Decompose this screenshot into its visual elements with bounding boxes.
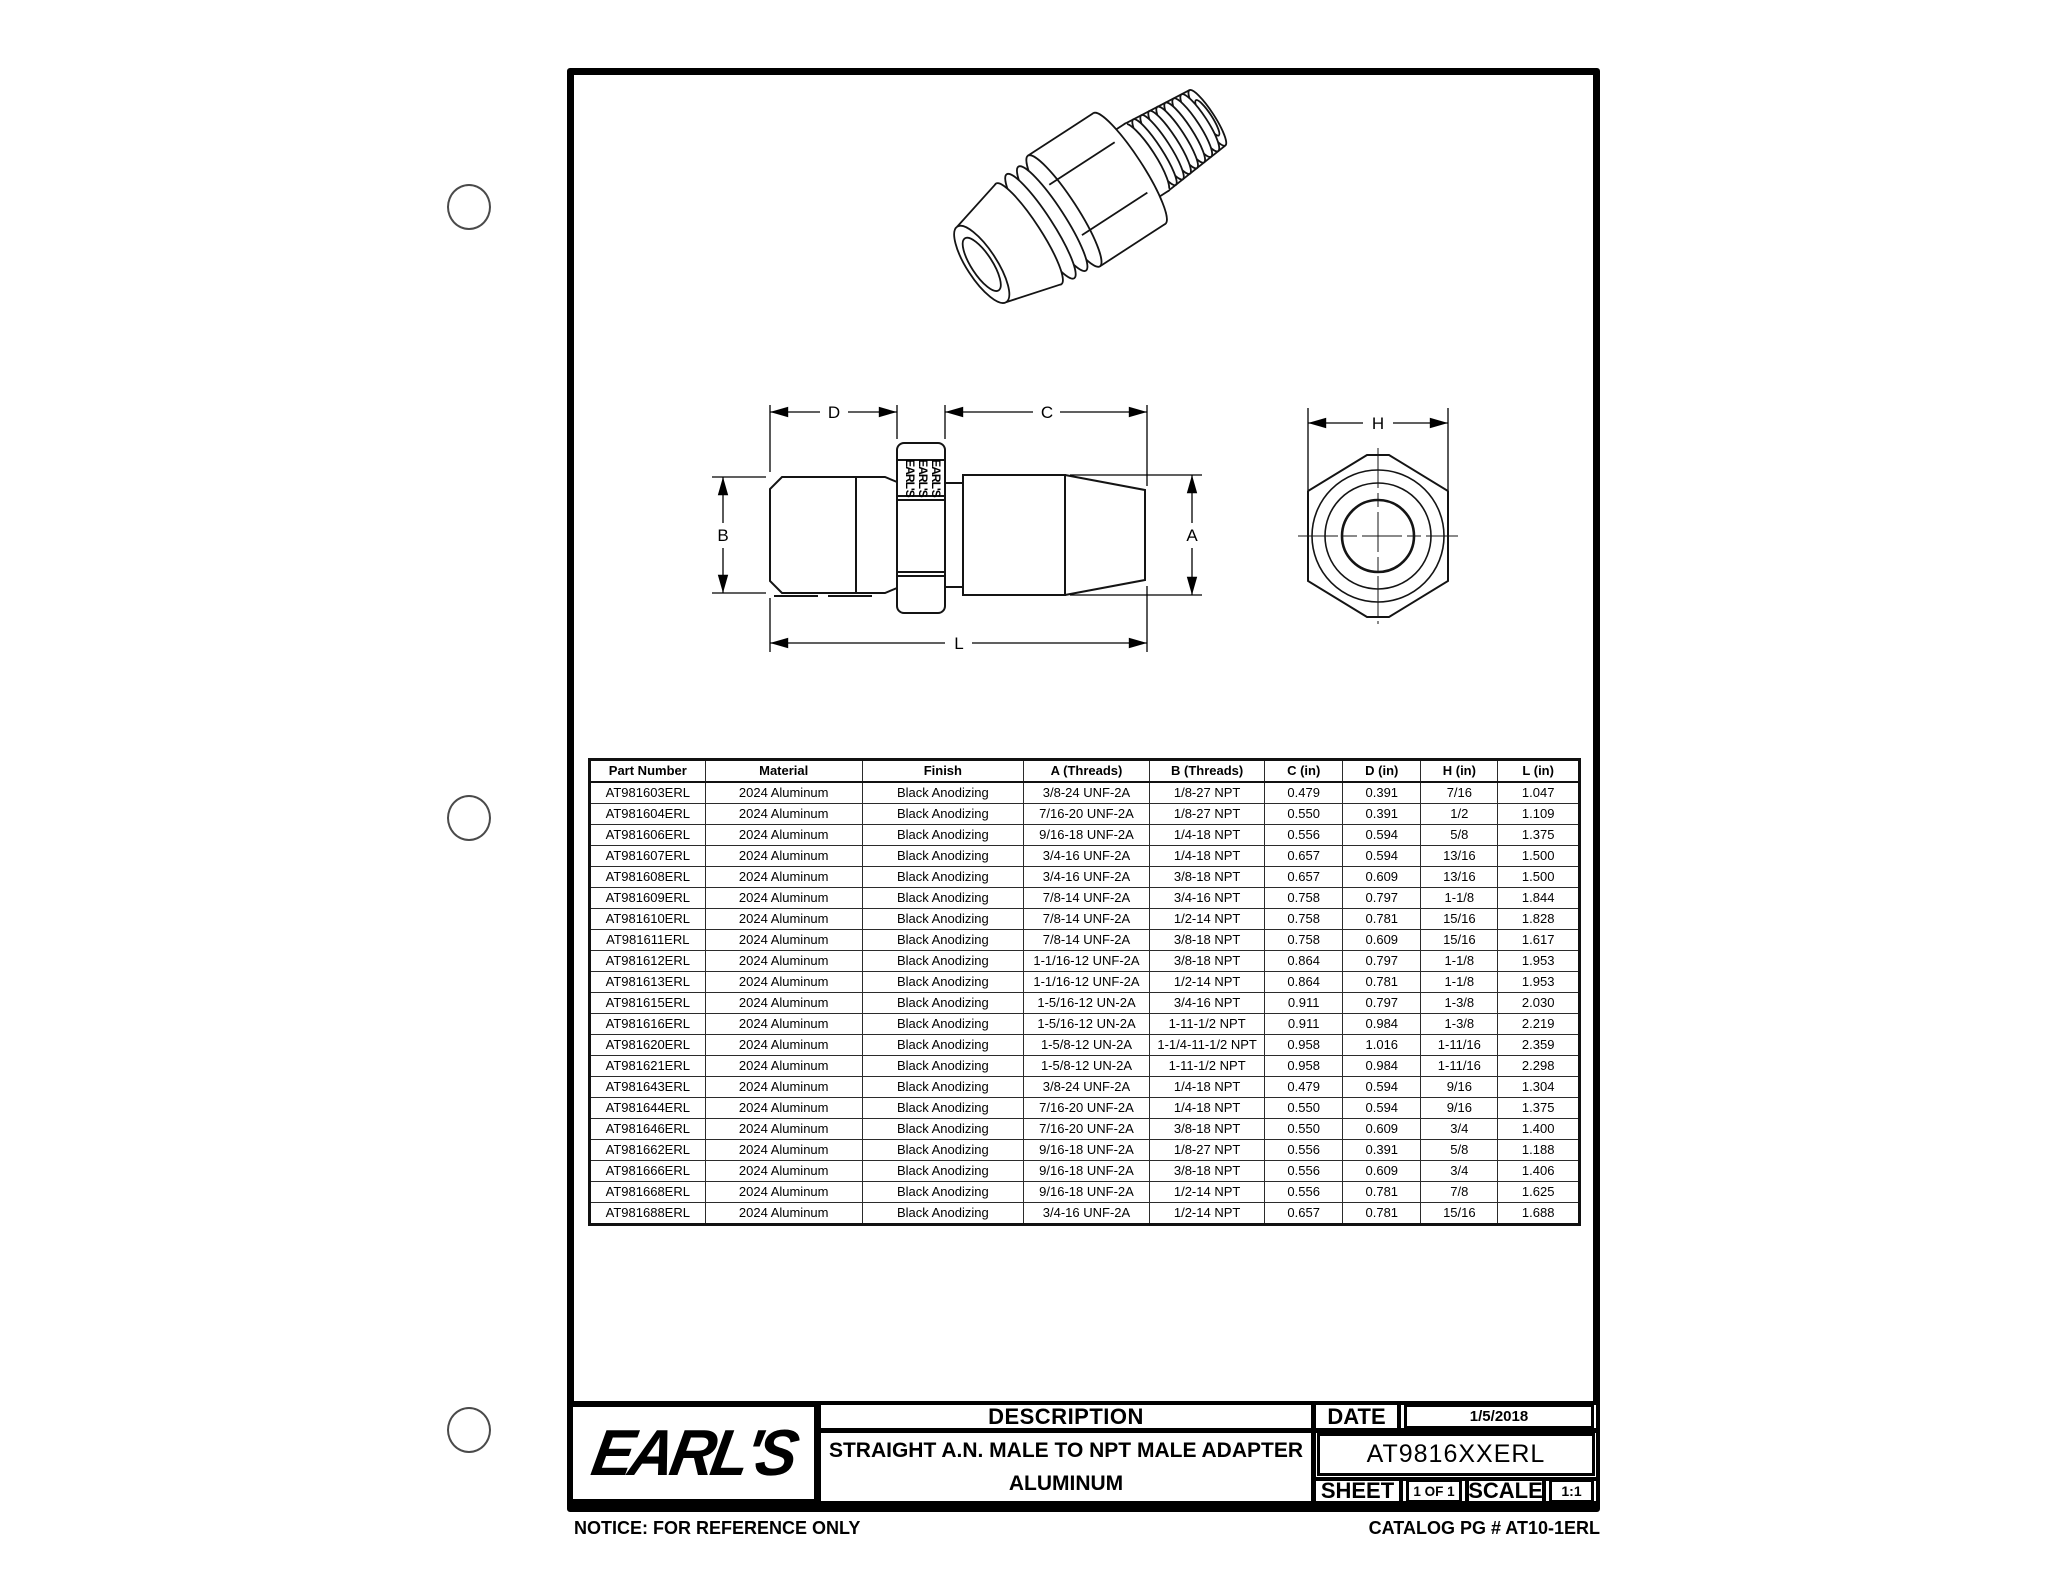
- table-cell: Black Anodizing: [862, 951, 1023, 972]
- col-header-l-in: L (in): [1498, 760, 1579, 782]
- table-cell: 3/8-18 NPT: [1150, 1161, 1265, 1182]
- table-row: [590, 909, 1579, 930]
- table-cell: 1/2: [1421, 804, 1498, 825]
- table-cell: 2024 Aluminum: [705, 1035, 862, 1056]
- description-line1: STRAIGHT A.N. MALE TO NPT MALE ADAPTER: [828, 1439, 1304, 1462]
- table-cell: 0.594: [1343, 846, 1421, 867]
- date-value-cell: [1404, 1404, 1594, 1429]
- table-cell: 0.781: [1343, 909, 1421, 930]
- table-cell: 0.758: [1265, 930, 1343, 951]
- table-cell: 1-5/8-12 UN-2A: [1023, 1056, 1149, 1077]
- table-row: [590, 804, 1579, 825]
- table-cell: 7/16-20 UNF-2A: [1023, 804, 1149, 825]
- table-cell: 0.864: [1265, 951, 1343, 972]
- table-cell: AT981643ERL: [590, 1077, 705, 1098]
- table-cell: 2024 Aluminum: [705, 1140, 862, 1161]
- table-cell: AT981621ERL: [590, 1056, 705, 1077]
- table-cell: 15/16: [1421, 909, 1498, 930]
- table-cell: AT981612ERL: [590, 951, 705, 972]
- table-cell: 0.609: [1343, 867, 1421, 888]
- table-cell: 0.556: [1265, 1161, 1343, 1182]
- table-cell: Black Anodizing: [862, 930, 1023, 951]
- table-cell: 5/8: [1421, 825, 1498, 846]
- col-header-c-in: C (in): [1265, 760, 1343, 782]
- table-row: [590, 1203, 1579, 1225]
- table-cell: 1/2-14 NPT: [1150, 1203, 1265, 1225]
- logo-box: [567, 1401, 820, 1505]
- table-cell: 0.556: [1265, 1140, 1343, 1161]
- knurl-band-label: [903, 459, 943, 498]
- table-row: [590, 825, 1579, 846]
- table-cell: 1.953: [1498, 972, 1579, 993]
- table-cell: 3/8-18 NPT: [1150, 867, 1265, 888]
- table-cell: 0.391: [1343, 782, 1421, 804]
- table-cell: 7/8: [1421, 1182, 1498, 1203]
- table-cell: 2.359: [1498, 1035, 1579, 1056]
- table-cell: 0.864: [1265, 972, 1343, 993]
- table-cell: Black Anodizing: [862, 993, 1023, 1014]
- col-header-h-in: H (in): [1421, 760, 1498, 782]
- dim-label-h: H: [1371, 414, 1385, 433]
- table-cell: 0.958: [1265, 1056, 1343, 1077]
- table-cell: 5/8: [1421, 1140, 1498, 1161]
- table-cell: 2024 Aluminum: [705, 846, 862, 867]
- table-cell: 3/4-16 NPT: [1150, 993, 1265, 1014]
- table-row: [590, 1161, 1579, 1182]
- table-cell: 2024 Aluminum: [705, 930, 862, 951]
- svg-text:EARL'S: EARL'S: [902, 459, 917, 497]
- table-cell: AT981644ERL: [590, 1098, 705, 1119]
- table-cell: 9/16-18 UNF-2A: [1023, 825, 1149, 846]
- table-cell: 1-3/8: [1421, 1014, 1498, 1035]
- punch-hole-top: [447, 184, 491, 230]
- sheet-label-cell: [1312, 1477, 1403, 1505]
- col-header-part-number: Part Number: [590, 760, 705, 782]
- table-cell: 2024 Aluminum: [705, 867, 862, 888]
- table-cell: Black Anodizing: [862, 972, 1023, 993]
- table-cell: 3/8-18 NPT: [1150, 930, 1265, 951]
- col-header-b-threads: B (Threads): [1150, 760, 1265, 782]
- table-cell: 1.617: [1498, 930, 1579, 951]
- table-cell: 2024 Aluminum: [705, 972, 862, 993]
- table-cell: 2.030: [1498, 993, 1579, 1014]
- table-cell: 2024 Aluminum: [705, 1161, 862, 1182]
- table-cell: AT981668ERL: [590, 1182, 705, 1203]
- table-cell: 1.844: [1498, 888, 1579, 909]
- table-cell: 1-1/16-12 UNF-2A: [1023, 951, 1149, 972]
- table-cell: 1.500: [1498, 867, 1579, 888]
- dim-label-b: B: [717, 526, 729, 545]
- table-cell: 0.556: [1265, 825, 1343, 846]
- table-cell: 0.984: [1343, 1056, 1421, 1077]
- catalog-reference: CATALOG PG # AT10-1ERL: [1368, 1518, 1600, 1538]
- end-view: [1298, 408, 1458, 624]
- description-line2: ALUMINUM: [1008, 1472, 1124, 1495]
- table-cell: 1-5/8-12 UN-2A: [1023, 1035, 1149, 1056]
- table-cell: 0.609: [1343, 930, 1421, 951]
- table-cell: 0.609: [1343, 1161, 1421, 1182]
- table-cell: AT981615ERL: [590, 993, 705, 1014]
- table-cell: Black Anodizing: [862, 846, 1023, 867]
- table-cell: 1-1/16-12 UNF-2A: [1023, 972, 1149, 993]
- table-cell: 1/2-14 NPT: [1150, 972, 1265, 993]
- dim-label-l: L: [954, 634, 964, 653]
- table-cell: Black Anodizing: [862, 1203, 1023, 1225]
- table-row: [590, 888, 1579, 909]
- table-cell: Black Anodizing: [862, 1119, 1023, 1140]
- table-cell: Black Anodizing: [862, 888, 1023, 909]
- table-cell: Black Anodizing: [862, 1035, 1023, 1056]
- table-cell: 0.657: [1265, 1203, 1343, 1225]
- table-cell: 0.594: [1343, 1098, 1421, 1119]
- table-cell: 2024 Aluminum: [705, 951, 862, 972]
- table-cell: Black Anodizing: [862, 909, 1023, 930]
- col-header-a-threads: A (Threads): [1023, 760, 1149, 782]
- table-row: [590, 782, 1579, 804]
- notice-text: NOTICE: FOR REFERENCE ONLY: [574, 1518, 861, 1538]
- table-cell: 0.550: [1265, 1098, 1343, 1119]
- table-cell: 1-5/16-12 UN-2A: [1023, 1014, 1149, 1035]
- table-cell: 1/4-18 NPT: [1150, 825, 1265, 846]
- table-cell: Black Anodizing: [862, 1182, 1023, 1203]
- part-number: AT9816XXERL: [1366, 1440, 1546, 1468]
- table-row: [590, 1182, 1579, 1203]
- table-cell: AT981688ERL: [590, 1203, 705, 1225]
- table-cell: AT981606ERL: [590, 825, 705, 846]
- table-cell: 1.375: [1498, 825, 1579, 846]
- table-cell: AT981604ERL: [590, 804, 705, 825]
- table-cell: 2024 Aluminum: [705, 825, 862, 846]
- table-cell: 0.984: [1343, 1014, 1421, 1035]
- table-cell: 2024 Aluminum: [705, 909, 862, 930]
- table-row: [590, 867, 1579, 888]
- table-cell: Black Anodizing: [862, 1098, 1023, 1119]
- table-cell: 13/16: [1421, 867, 1498, 888]
- table-cell: 2024 Aluminum: [705, 1056, 862, 1077]
- table-cell: 1.500: [1498, 846, 1579, 867]
- table-cell: 3/4: [1421, 1161, 1498, 1182]
- table-cell: 1-11/16: [1421, 1035, 1498, 1056]
- table-cell: 0.609: [1343, 1119, 1421, 1140]
- table-cell: AT981610ERL: [590, 909, 705, 930]
- orthographic-views: [690, 390, 1480, 685]
- table-row: [590, 951, 1579, 972]
- dim-label-a: A: [1186, 526, 1198, 545]
- table-cell: 1/2-14 NPT: [1150, 1182, 1265, 1203]
- table-cell: 9/16: [1421, 1077, 1498, 1098]
- table-cell: 2024 Aluminum: [705, 1182, 862, 1203]
- table-cell: 3/8-18 NPT: [1150, 1119, 1265, 1140]
- table-cell: 2024 Aluminum: [705, 888, 862, 909]
- table-cell: 3/4-16 UNF-2A: [1023, 867, 1149, 888]
- table-cell: 2024 Aluminum: [705, 804, 862, 825]
- table-cell: AT981609ERL: [590, 888, 705, 909]
- date-label: DATE: [1327, 1403, 1386, 1429]
- dimension-labels: [717, 403, 1384, 653]
- table-cell: 0.781: [1343, 1203, 1421, 1225]
- table-cell: Black Anodizing: [862, 1014, 1023, 1035]
- table-cell: 0.797: [1343, 951, 1421, 972]
- table-row: [590, 972, 1579, 993]
- table-cell: 1.047: [1498, 782, 1579, 804]
- table-cell: 0.797: [1343, 993, 1421, 1014]
- table-cell: 1.400: [1498, 1119, 1579, 1140]
- table-cell: 1/8-27 NPT: [1150, 782, 1265, 804]
- table-cell: 0.391: [1343, 804, 1421, 825]
- table-cell: 0.550: [1265, 804, 1343, 825]
- dimension-lines: [712, 405, 1202, 652]
- table-row: [590, 846, 1579, 867]
- table-cell: Black Anodizing: [862, 1161, 1023, 1182]
- description-header-cell: [817, 1401, 1315, 1432]
- table-cell: AT981613ERL: [590, 972, 705, 993]
- table-cell: 15/16: [1421, 1203, 1498, 1225]
- sheet-label: SHEET: [1320, 1478, 1395, 1503]
- col-header-finish: Finish: [862, 760, 1023, 782]
- table-cell: 0.556: [1265, 1182, 1343, 1203]
- part-number-cell: [1317, 1433, 1595, 1476]
- scale-label-cell: [1465, 1477, 1546, 1505]
- table-cell: 1/8-27 NPT: [1150, 1140, 1265, 1161]
- date-label-cell: [1312, 1401, 1401, 1432]
- table-cell: Black Anodizing: [862, 804, 1023, 825]
- table-cell: AT981616ERL: [590, 1014, 705, 1035]
- earls-logo: EARL'S: [586, 1416, 801, 1490]
- table-cell: 2.298: [1498, 1056, 1579, 1077]
- table-cell: 2024 Aluminum: [705, 1077, 862, 1098]
- table-cell: 7/16: [1421, 782, 1498, 804]
- table-cell: 0.550: [1265, 1119, 1343, 1140]
- spec-table: [589, 759, 1580, 1225]
- dim-label-d: D: [827, 403, 841, 422]
- table-cell: 0.594: [1343, 1077, 1421, 1098]
- table-cell: 1.406: [1498, 1161, 1579, 1182]
- table-cell: 0.657: [1265, 867, 1343, 888]
- punch-hole-middle: [447, 795, 491, 841]
- table-cell: 1.625: [1498, 1182, 1579, 1203]
- table-cell: 1.953: [1498, 951, 1579, 972]
- table-cell: 0.594: [1343, 825, 1421, 846]
- table-cell: 1.016: [1343, 1035, 1421, 1056]
- table-cell: 1-3/8: [1421, 993, 1498, 1014]
- table-cell: 0.911: [1265, 993, 1343, 1014]
- table-cell: 1.304: [1498, 1077, 1579, 1098]
- table-cell: AT981662ERL: [590, 1140, 705, 1161]
- table-cell: 2024 Aluminum: [705, 993, 862, 1014]
- side-view: [770, 443, 1145, 613]
- description-body-cell: [817, 1429, 1315, 1505]
- table-cell: 1.188: [1498, 1140, 1579, 1161]
- svg-text:EARL'S: EARL'S: [915, 459, 930, 497]
- table-cell: 3/4-16 NPT: [1150, 888, 1265, 909]
- table-cell: Black Anodizing: [862, 1077, 1023, 1098]
- sheet-value-cell: [1406, 1479, 1462, 1503]
- table-cell: AT981646ERL: [590, 1119, 705, 1140]
- table-cell: 3/8-24 UNF-2A: [1023, 1077, 1149, 1098]
- table-cell: Black Anodizing: [862, 1140, 1023, 1161]
- table-cell: 0.781: [1343, 972, 1421, 993]
- table-cell: AT981611ERL: [590, 930, 705, 951]
- table-cell: Black Anodizing: [862, 825, 1023, 846]
- table-cell: 0.657: [1265, 846, 1343, 867]
- table-cell: 1-1/8: [1421, 951, 1498, 972]
- table-cell: 2024 Aluminum: [705, 782, 862, 804]
- table-cell: 0.479: [1265, 1077, 1343, 1098]
- table-cell: 1-11-1/2 NPT: [1150, 1056, 1265, 1077]
- table-cell: 1/4-18 NPT: [1150, 1077, 1265, 1098]
- table-cell: 9/16-18 UNF-2A: [1023, 1182, 1149, 1203]
- table-row: [590, 1098, 1579, 1119]
- table-cell: 2024 Aluminum: [705, 1119, 862, 1140]
- table-cell: 0.758: [1265, 888, 1343, 909]
- table-cell: 0.911: [1265, 1014, 1343, 1035]
- scale-value-cell: [1549, 1479, 1594, 1503]
- dim-label-c: C: [1040, 403, 1054, 422]
- table-header-row: [590, 760, 1579, 782]
- table-cell: 3/8-18 NPT: [1150, 951, 1265, 972]
- table-cell: Black Anodizing: [862, 1056, 1023, 1077]
- table-cell: AT981603ERL: [590, 782, 705, 804]
- table-cell: 3/4-16 UNF-2A: [1023, 846, 1149, 867]
- table-row: [590, 1077, 1579, 1098]
- table-cell: 9/16-18 UNF-2A: [1023, 1161, 1149, 1182]
- table-row: [590, 1140, 1579, 1161]
- svg-text:EARL'S: EARL'S: [928, 459, 943, 497]
- table-cell: 3/8-24 UNF-2A: [1023, 782, 1149, 804]
- table-row: [590, 1119, 1579, 1140]
- col-header-d-in: D (in): [1343, 760, 1421, 782]
- table-cell: 13/16: [1421, 846, 1498, 867]
- table-row: [590, 1014, 1579, 1035]
- table-cell: AT981620ERL: [590, 1035, 705, 1056]
- isometric-fitting-view: [930, 80, 1270, 370]
- table-cell: 1/4-18 NPT: [1150, 1098, 1265, 1119]
- table-cell: 7/8-14 UNF-2A: [1023, 930, 1149, 951]
- table-cell: 3/4: [1421, 1119, 1498, 1140]
- table-cell: 1.828: [1498, 909, 1579, 930]
- table-cell: 9/16-18 UNF-2A: [1023, 1140, 1149, 1161]
- table-cell: 0.758: [1265, 909, 1343, 930]
- table-cell: 1/2-14 NPT: [1150, 909, 1265, 930]
- table-cell: AT981666ERL: [590, 1161, 705, 1182]
- table-cell: 1/4-18 NPT: [1150, 846, 1265, 867]
- table-cell: 7/16-20 UNF-2A: [1023, 1098, 1149, 1119]
- table-cell: 0.797: [1343, 888, 1421, 909]
- col-header-material: Material: [705, 760, 862, 782]
- table-cell: 1.375: [1498, 1098, 1579, 1119]
- table-cell: 0.479: [1265, 782, 1343, 804]
- table-cell: 1-11-1/2 NPT: [1150, 1014, 1265, 1035]
- table-cell: AT981608ERL: [590, 867, 705, 888]
- table-cell: 0.958: [1265, 1035, 1343, 1056]
- table-cell: 0.391: [1343, 1140, 1421, 1161]
- scale-label: SCALE: [1468, 1478, 1543, 1503]
- table-cell: 1-11/16: [1421, 1056, 1498, 1077]
- table-cell: 1.109: [1498, 804, 1579, 825]
- table-cell: 7/16-20 UNF-2A: [1023, 1119, 1149, 1140]
- table-cell: 2024 Aluminum: [705, 1098, 862, 1119]
- sheet-value: 1 OF 1: [1413, 1483, 1455, 1499]
- table-cell: 1-1/8: [1421, 888, 1498, 909]
- table-cell: 1/8-27 NPT: [1150, 804, 1265, 825]
- description-label: DESCRIPTION: [988, 1403, 1144, 1429]
- table-row: [590, 930, 1579, 951]
- table-cell: 7/8-14 UNF-2A: [1023, 909, 1149, 930]
- table-cell: 2024 Aluminum: [705, 1203, 862, 1225]
- table-cell: 0.781: [1343, 1182, 1421, 1203]
- table-row: [590, 1056, 1579, 1077]
- table-cell: 1-1/8: [1421, 972, 1498, 993]
- table-row: [590, 1035, 1579, 1056]
- date-value: 1/5/2018: [1469, 1408, 1529, 1425]
- table-cell: 1-5/16-12 UN-2A: [1023, 993, 1149, 1014]
- table-cell: AT981607ERL: [590, 846, 705, 867]
- table-cell: 1.688: [1498, 1203, 1579, 1225]
- table-body: [590, 782, 1579, 1224]
- table-cell: Black Anodizing: [862, 867, 1023, 888]
- table-cell: 9/16: [1421, 1098, 1498, 1119]
- punch-hole-bottom: [447, 1407, 491, 1453]
- table-cell: 2.219: [1498, 1014, 1579, 1035]
- table-cell: Black Anodizing: [862, 782, 1023, 804]
- table-cell: 2024 Aluminum: [705, 1014, 862, 1035]
- table-cell: 15/16: [1421, 930, 1498, 951]
- table-row: [590, 993, 1579, 1014]
- scale-value: 1:1: [1561, 1483, 1582, 1499]
- table-cell: 7/8-14 UNF-2A: [1023, 888, 1149, 909]
- table-cell: 1-1/4-11-1/2 NPT: [1150, 1035, 1265, 1056]
- table-cell: 3/4-16 UNF-2A: [1023, 1203, 1149, 1225]
